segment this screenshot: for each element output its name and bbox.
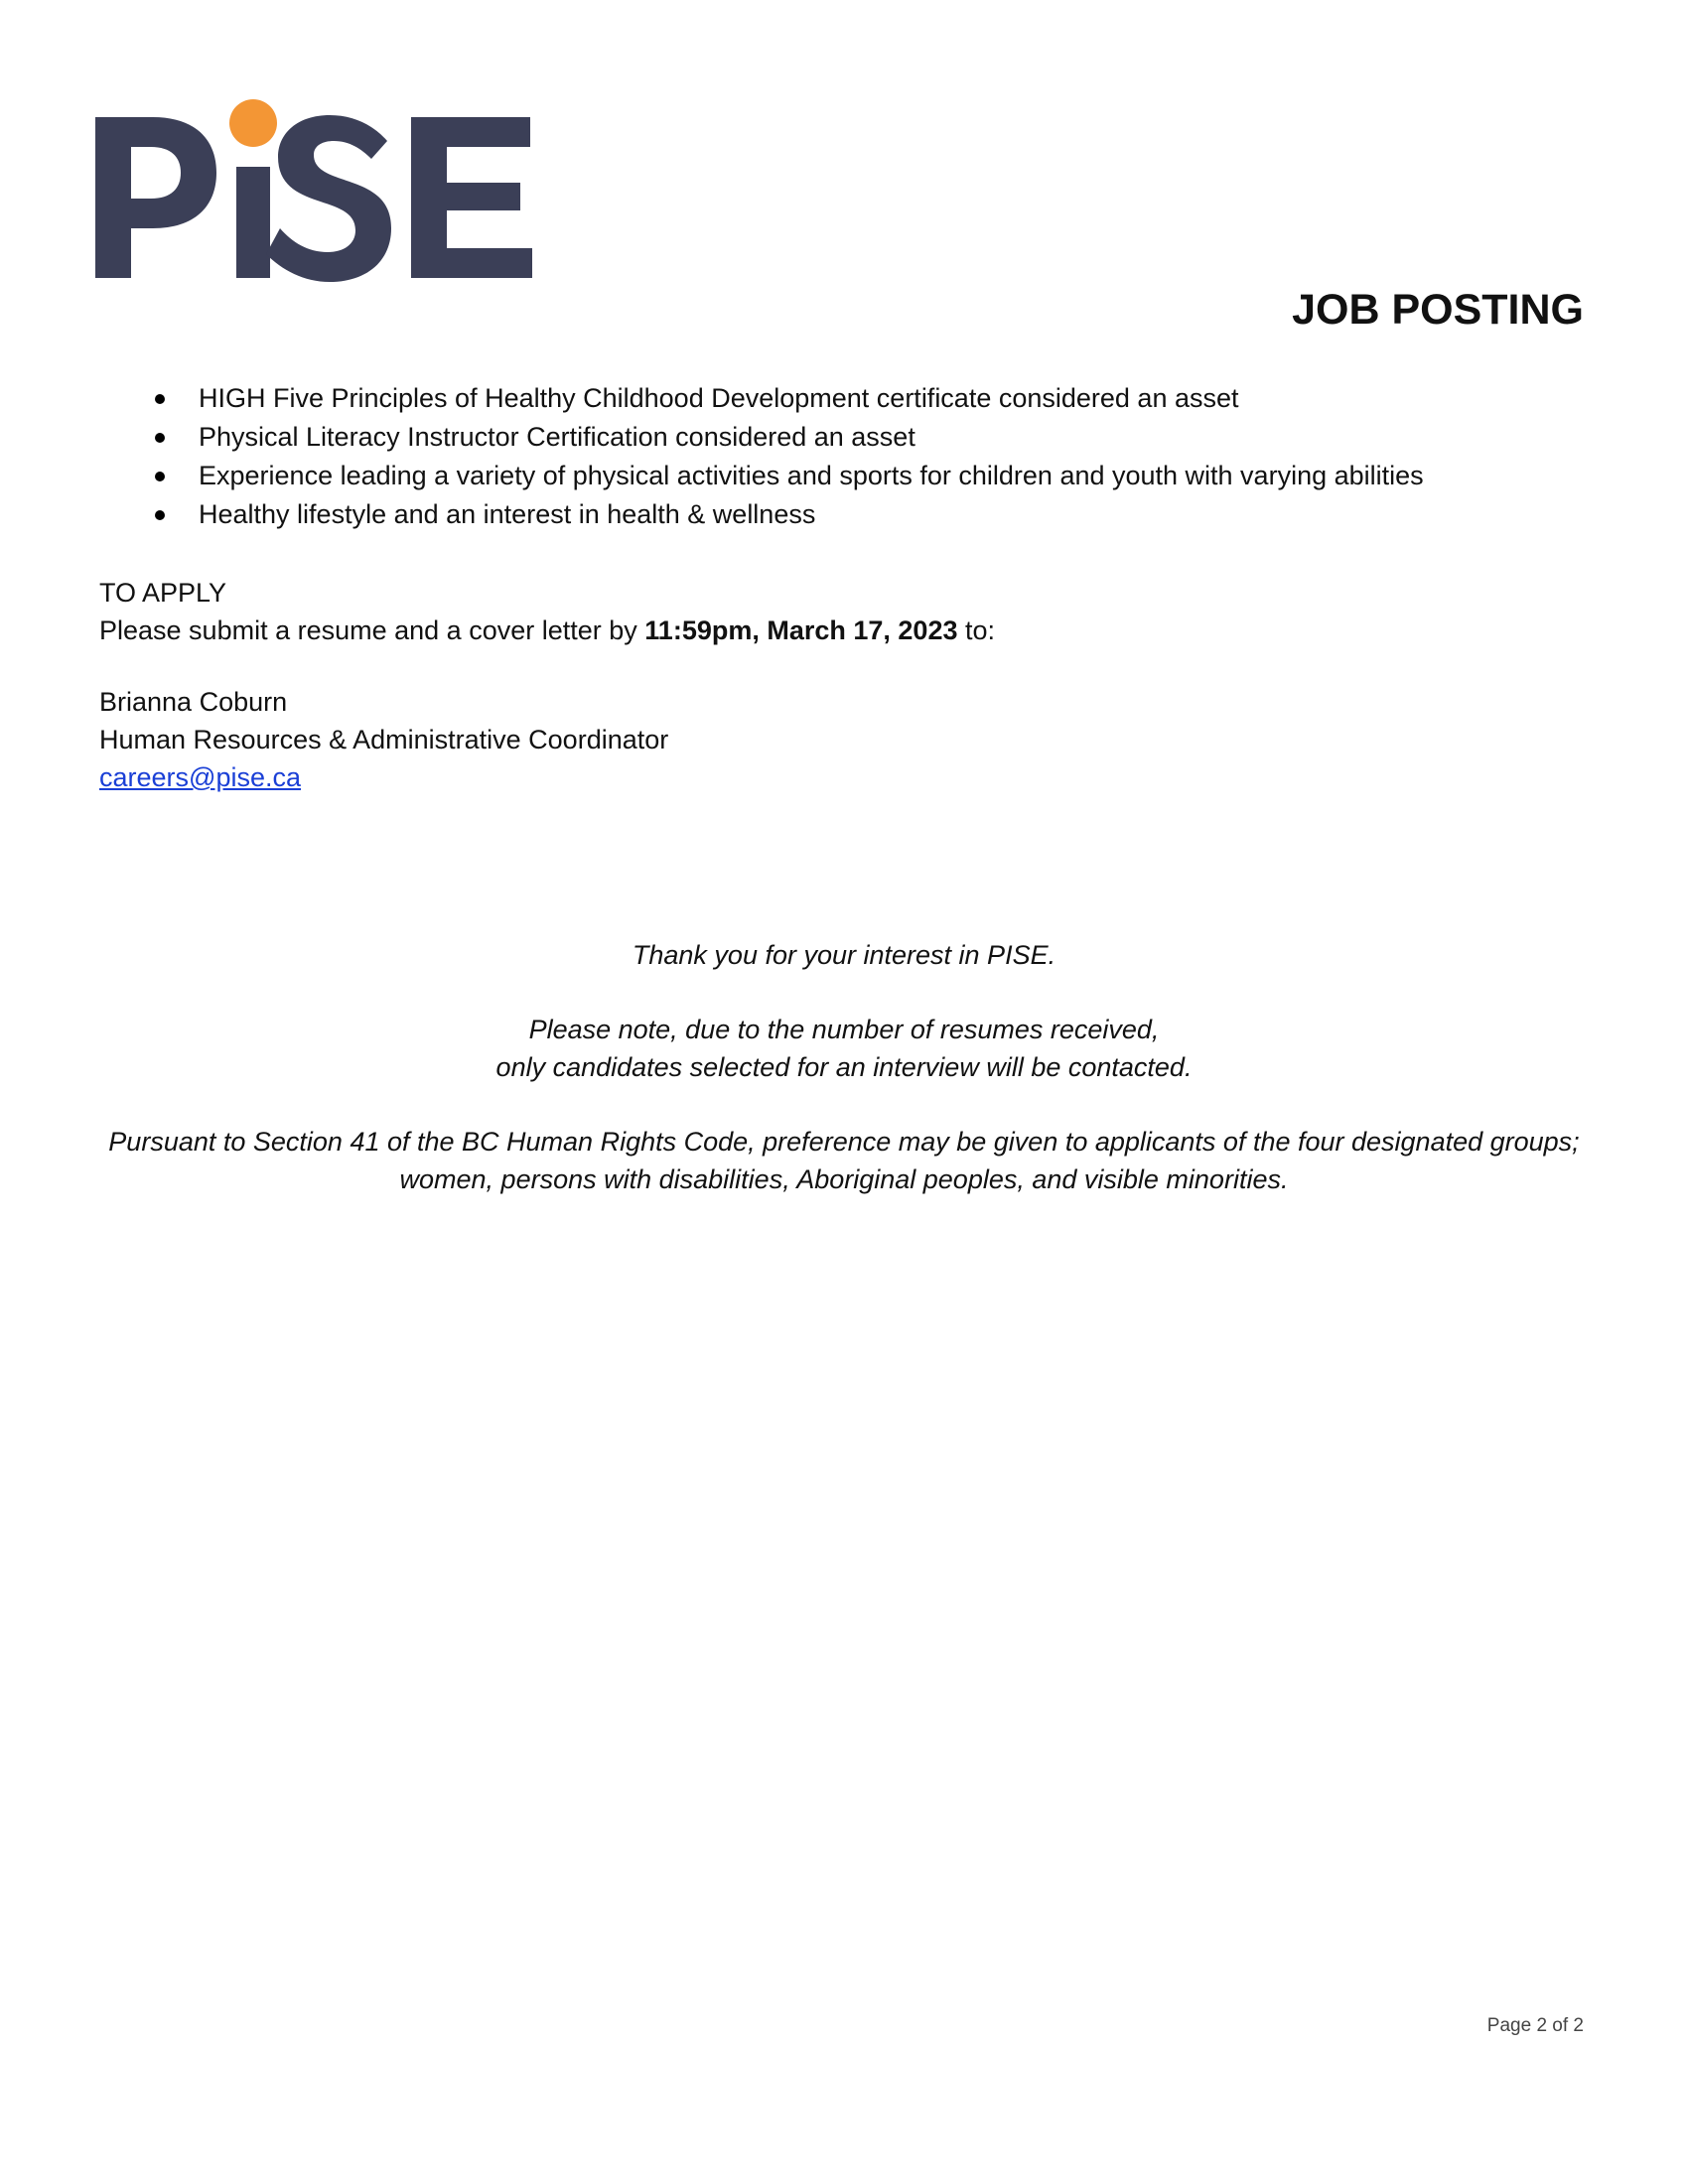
list-item-text: Experience leading a variety of physical activities and sports for children and youth with varying abilities (199, 461, 1424, 490)
contact-block (99, 683, 668, 796)
list-item (149, 457, 1424, 495)
contact-name: Brianna Coburn (99, 687, 288, 717)
apply-deadline: 11:59pm, March 17, 2023 (644, 615, 958, 645)
rights-line: women, persons with disabilities, Aboriginal peoples, and visible minorities. (399, 1164, 1289, 1194)
apply-instructions (99, 615, 995, 645)
closing-thanks (99, 936, 1589, 974)
list-item (149, 495, 1424, 534)
note-line: only candidates selected for an interview will be contacted. (495, 1052, 1193, 1082)
bullet-icon (155, 394, 165, 404)
closing-rights (99, 1123, 1589, 1198)
list-item-text: HIGH Five Principles of Healthy Childhood Development certificate considered an asset (199, 383, 1239, 413)
note-line: Please note, due to the number of resumes received, (528, 1015, 1160, 1044)
apply-section (99, 574, 995, 649)
bullet-icon (155, 472, 165, 481)
email-link[interactable]: careers@pise.ca (99, 762, 301, 792)
closing-note (99, 1011, 1589, 1086)
apply-text-end: to: (957, 615, 996, 645)
thanks-text: Thank you for your interest in PISE. (632, 940, 1056, 970)
page-number: Page 2 of 2 (1486, 2015, 1584, 2036)
list-item-text: Healthy lifestyle and an interest in health & wellness (199, 499, 816, 529)
bullet-icon (155, 433, 165, 443)
rights-line: Pursuant to Section 41 of the BC Human Rights Code, preference may be given to applicants of the four designated groups; (108, 1127, 1580, 1157)
apply-heading: TO APPLY (99, 578, 227, 608)
apply-text: Please submit a resume and a cover letter by (99, 615, 645, 645)
list-item-text: Physical Literacy Instructor Certification considered an asset (199, 422, 915, 452)
qualification-list (149, 379, 1424, 534)
page-title: JOB POSTING (1292, 286, 1584, 334)
contact-role: Human Resources & Administrative Coordinator (99, 725, 669, 754)
pise-logo (95, 95, 542, 294)
list-item (149, 418, 1424, 457)
list-item (149, 379, 1424, 418)
bullet-icon (155, 510, 165, 520)
